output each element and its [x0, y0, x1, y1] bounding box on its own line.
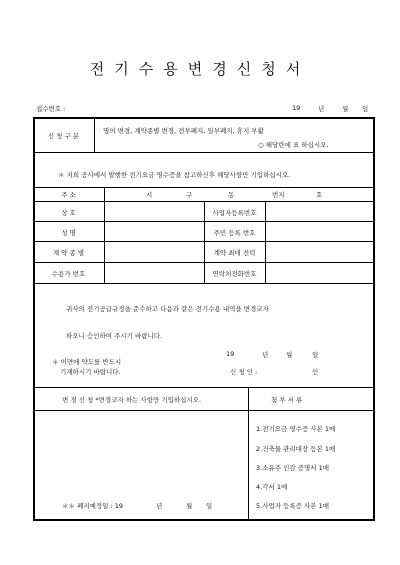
row-label-resident-no: 주민 등록 번호	[213, 229, 256, 237]
row-label-sangho: 상 호	[61, 209, 76, 217]
declaration-line-2: 하오니 승인하여 주시기 바랍니다.	[66, 332, 163, 340]
applicant-label: 신 청 인 :	[230, 368, 258, 376]
address-dong: 동	[228, 191, 235, 199]
divider	[33, 283, 375, 284]
category-label: 신 청 구 분	[47, 132, 80, 140]
closing-date-label: ＊＊ 폐지예정일 : 19	[62, 502, 124, 510]
closing-year-unit: 년	[156, 502, 163, 510]
divider	[33, 410, 375, 411]
receipt-year: 19	[292, 104, 301, 112]
address-si: 시	[146, 191, 153, 199]
attachment-item: 5.사업자 등록증 사본 1매	[256, 502, 330, 510]
instruction-text: ＊ 저희 공사에서 발행한 전기요금 영수증을 참고하신후 해당사항만 기입하십시오.	[58, 171, 291, 179]
row-label-customer-no: 수용가 번호	[51, 270, 86, 278]
address-ho: 호	[316, 191, 323, 199]
closing-day-unit: 일	[206, 502, 213, 510]
apply-year: 19	[226, 350, 235, 358]
map-note-1: ＊ 이면에 약도를 반드시	[52, 358, 122, 366]
category-note: ○ 해당란에 표 하십시오.	[258, 141, 329, 149]
divider	[33, 152, 375, 153]
divider	[33, 387, 375, 388]
receipt-year-unit: 년	[318, 105, 325, 113]
declaration-line-1: 귀사의 전기공급규정을 준수하고 다음과 같은 전기수용 내역을 변경코자	[66, 305, 269, 313]
map-note-2: 기재하시기 바랍니다.	[60, 368, 121, 376]
divider	[94, 117, 95, 152]
change-request-header: 변 경 신 청 *변경코자 하는 사항만 기입하십시오.	[62, 396, 202, 404]
row-label-biz-no: 사업자등록번호	[212, 209, 257, 217]
row-label-phone: 연락처전화번호	[212, 270, 257, 278]
row-label-name: 성 명	[61, 229, 76, 237]
attachment-item: 4.각서 1매	[256, 483, 288, 491]
closing-month-unit: 월	[186, 502, 193, 510]
divider	[265, 201, 266, 283]
apply-year-unit: 년	[262, 351, 269, 359]
receipt-day-unit: 일	[362, 105, 369, 113]
row-label-contract-type: 계 약 종 별	[52, 249, 85, 257]
form-title: 전기수용변경신청서	[89, 60, 311, 78]
apply-month-unit: 월	[286, 351, 293, 359]
apply-day-unit: 일	[312, 351, 319, 359]
address-label: 주 소	[61, 191, 76, 199]
address-beonji: 번지	[272, 191, 285, 199]
attachment-item: 3.소유주 인감 증명서 1매	[256, 464, 330, 472]
row-label-max-power: 계약 최대 전력	[213, 249, 256, 257]
divider	[248, 387, 249, 521]
seal-mark: 인	[312, 368, 319, 376]
divider	[33, 187, 375, 188]
attachment-item: 1.전기요금 영수증 사본 1매	[256, 425, 336, 433]
address-gu: 구	[186, 191, 193, 199]
category-options: 명의 변경, 계약종별 변경, 전부폐지, 일부폐지, 휴지 부활	[103, 127, 264, 135]
receipt-number-label: 접수번호 :	[36, 105, 66, 113]
attachments-header: 첨 부 서 류	[271, 396, 303, 404]
receipt-month-unit: 월	[342, 105, 349, 113]
divider	[104, 187, 105, 283]
attachment-item: 2.건축물 관리대장 등본 1매	[256, 445, 336, 453]
